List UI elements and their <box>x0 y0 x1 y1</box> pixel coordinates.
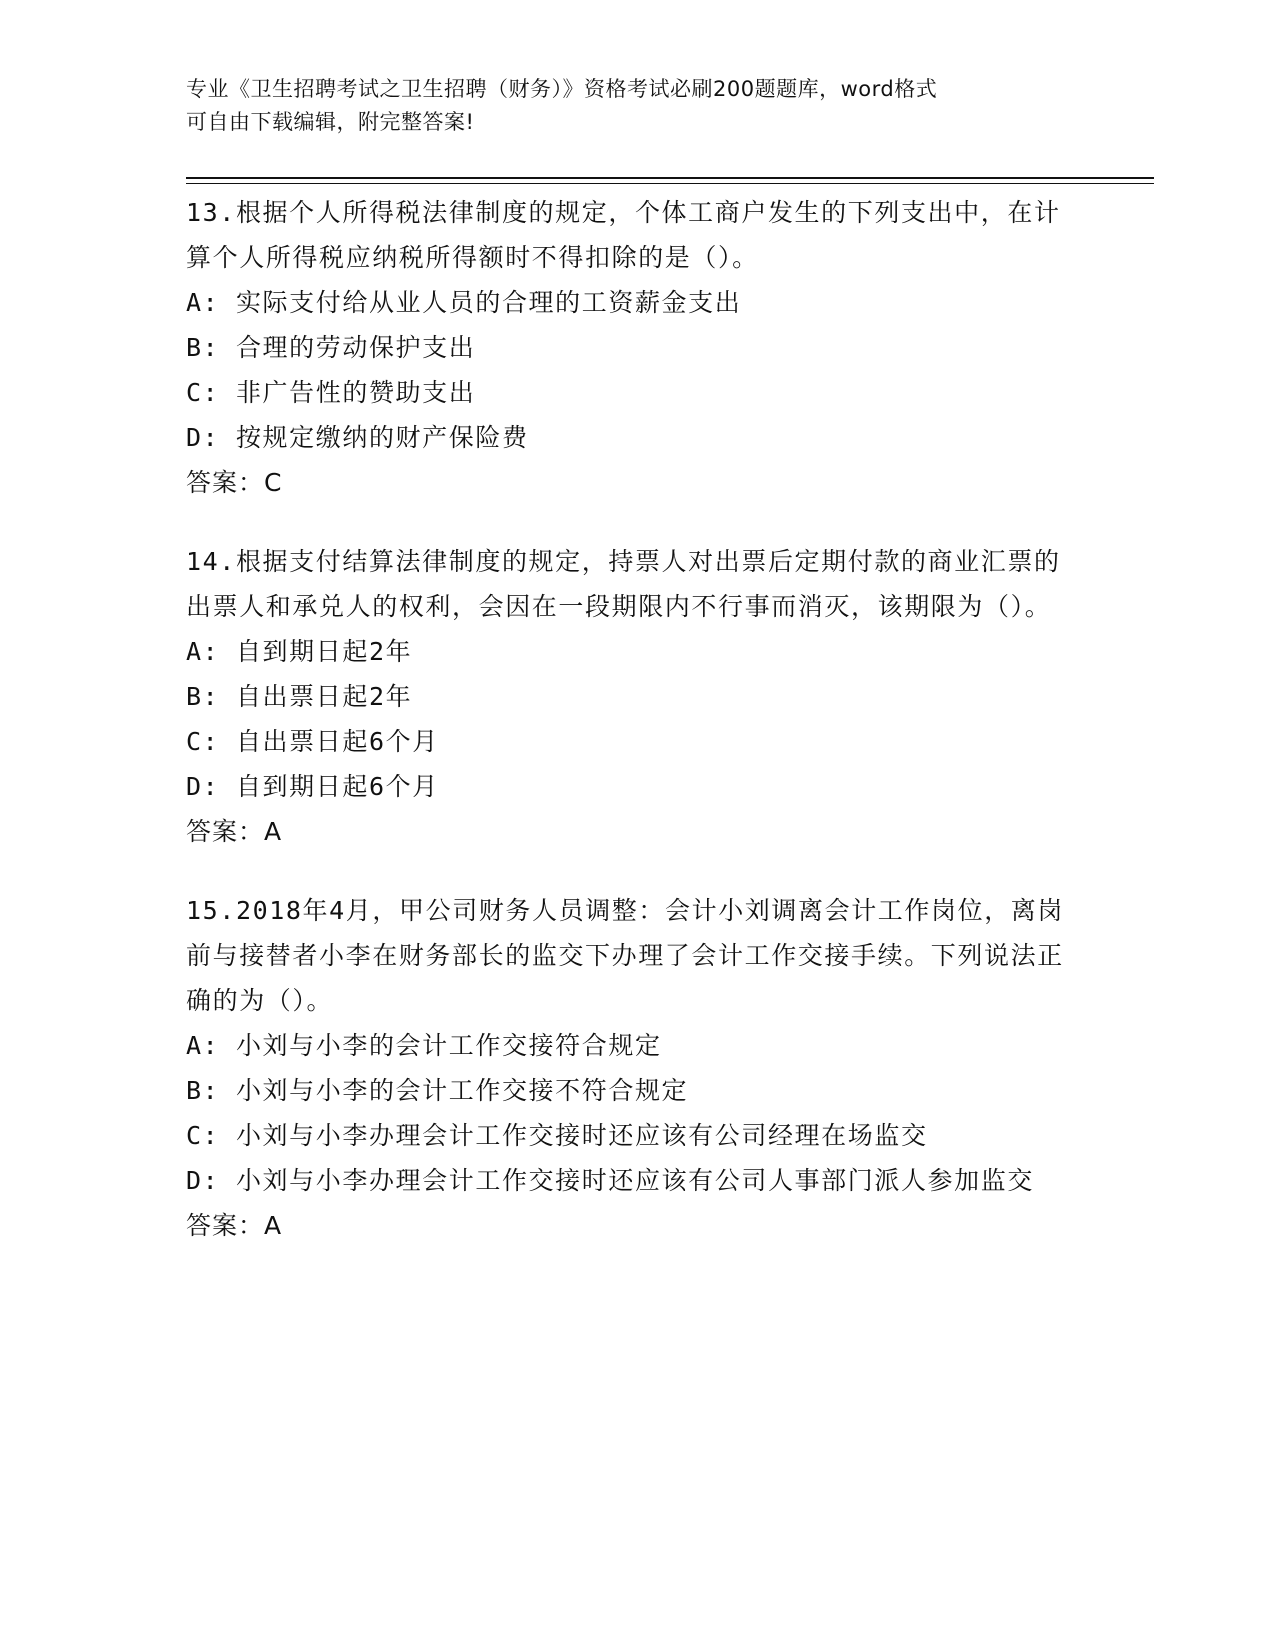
document-header <box>186 73 1086 139</box>
header-divider-thin <box>186 183 1154 184</box>
answer-line: 答案：A <box>186 817 283 846</box>
option-a: A: 实际支付给从业人员的合理的工资薪金支出 <box>186 288 742 317</box>
option-c: C: 自出票日起6个月 <box>186 727 439 756</box>
option-d: D: 按规定缴纳的财产保险费 <box>186 423 529 452</box>
question-14 <box>186 539 1086 854</box>
option-b: B: 自出票日起2年 <box>186 682 413 711</box>
question-list <box>186 190 1086 1282</box>
answer-line: 答案：C <box>186 468 283 497</box>
option-b: B: 合理的劳动保护支出 <box>186 333 476 362</box>
option-c: C: 非广告性的赞助支出 <box>186 378 476 407</box>
option-d: D: 小刘与小李办理会计工作交接时还应该有公司人事部门派人参加监交 <box>186 1166 1034 1195</box>
question-stem: 15.2018年4月，甲公司财务人员调整：会计小刘调离会计工作岗位，离岗前与接替者小李在财务部长的监交下办理了会计工作交接手续。下列说法正确的为（）。 <box>186 896 1065 1015</box>
question-stem: 14.根据支付结算法律制度的规定，持票人对出票后定期付款的商业汇票的出票人和承兑人的权利，会因在一段期限内不行事而消灭，该期限为（）。 <box>186 547 1061 621</box>
header-line-2: 可自由下载编辑，附完整答案! <box>186 110 475 134</box>
question-13 <box>186 190 1086 505</box>
option-a: A: 小刘与小李的会计工作交接符合规定 <box>186 1031 662 1060</box>
option-c: C: 小刘与小李办理会计工作交接时还应该有公司经理在场监交 <box>186 1121 928 1150</box>
option-b: B: 小刘与小李的会计工作交接不符合规定 <box>186 1076 689 1105</box>
option-d: D: 自到期日起6个月 <box>186 772 439 801</box>
header-line-1: 专业《卫生招聘考试之卫生招聘（财务）》资格考试必刷200题题库，word格式 <box>186 77 938 101</box>
question-stem: 13.根据个人所得税法律制度的规定，个体工商户发生的下列支出中，在计算个人所得税应纳税所得额时不得扣除的是（）。 <box>186 198 1061 272</box>
header-divider-thick <box>186 177 1154 179</box>
answer-line: 答案：A <box>186 1211 283 1240</box>
option-a: A: 自到期日起2年 <box>186 637 413 666</box>
question-15 <box>186 888 1086 1248</box>
